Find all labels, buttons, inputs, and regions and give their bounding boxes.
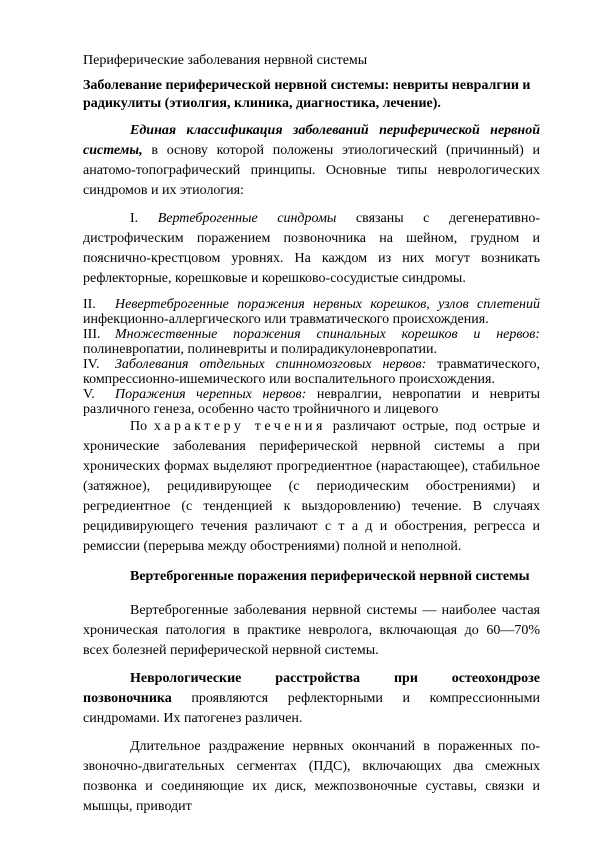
osteochondrosis-text: проявляются рефлекторными и компрессионными синдромами. Их патогенез различен. (83, 691, 540, 726)
main-heading: Заболевание периферической нервной системы: невриты невралгии и радикулиты (этиолгия, клиника, диагностика, лечение). (83, 78, 531, 111)
paragraph-osteochondrosis (83, 669, 540, 729)
paragraph-irritation: Длительное раздражение нервных окончаний в пораженных по-звоночно-двигательных сегментах (ПДС), включающих два смежных позвонка и соединяющие их диск, межпозвоночные суставы, связки и мышцы, приводит (83, 739, 540, 814)
list-item-term: Множественные поражения спинальных корешков и нервов: (115, 327, 540, 342)
paragraph-frequency: Вертеброгенные заболевания нервной системы — наиболее частая хроническая патология в практике невролога, включающая до 60—70% всех болезней периферической нервной системы. (83, 603, 540, 658)
list-item-term: Невертеброгенные поражения нервных корешков, узлов сплетений (115, 297, 540, 312)
list-item-text: травматического, компрессионно-ишемического или воспалительного происхождения. (83, 357, 540, 387)
course-text: различают острые, под острые и хронические заболевания периферической нервной системы а при хронических формах выделяют прогредиентное (нарастающее), стабильное (затяжное), рецидивирующее (с периодическим обострениями) и регредиентное (с тенденцией к выздоровлению) течение. В случаях рецидивирующего течения различают с т а д и обострения, регресса и ремиссии (перерыва между обострениями) полной и неполной. (83, 419, 540, 554)
vertebrogenic-text: связаны с дегенеративно-дистрофическим поражением позвоночника на шейном, грудном и пояснично-крестцовом уровнях. На каждом из них могут возникать рефлекторные, корешковые и корешково-сосудистые синдромы. (83, 211, 540, 286)
list-item-text: полиневропатии, полиневриты и полирадикулоневропатии. (83, 342, 438, 357)
list-item-text: инфекционно-аллергического или травматического происхождения. (83, 312, 489, 327)
osteochondrosis-lead: Неврологические расстройства при остеохондрозе позвоночника (83, 671, 540, 706)
document-title: Периферические заболевания нервной системы (83, 53, 368, 68)
classification-lead: Единая классификация заболеваний периферической нервной системы, (83, 123, 540, 158)
list-item-number: IV. (83, 357, 100, 372)
section-heading: Вертеброгенные поражения периферической нервной системы (130, 569, 530, 584)
list-item-number: V. (83, 387, 95, 402)
paragraph-classification (83, 121, 540, 201)
item-number: I. (130, 211, 158, 226)
list-item (83, 387, 540, 417)
list-item-number: II. (83, 297, 96, 312)
list-item (83, 327, 540, 357)
list-item-number: III. (83, 327, 101, 342)
classification-text: в основу которой положены этиологический (причинный) и анатомо-топографический принципы. Основные типы неврологических синдромов и их этиология: (83, 143, 540, 198)
course-lead: По (130, 419, 154, 434)
course-spaced-term: характеру течения (153, 419, 326, 434)
list-item-term: Заболевания отдельных спинномозговых нервов: (115, 357, 427, 372)
paragraph-vertebrogenic (83, 209, 540, 289)
list-item-text: невралгии, невропатии и невриты различного генеза, особенно часто тройничного и лицевого (83, 387, 540, 417)
list-item (83, 357, 540, 387)
vertebrogenic-term: Вертеброгенные синдромы (157, 211, 337, 226)
list-item (83, 297, 540, 327)
paragraph-course (83, 417, 540, 557)
syndrome-list (83, 297, 540, 417)
list-item-term: Поражения черепных нервов: (115, 387, 307, 402)
